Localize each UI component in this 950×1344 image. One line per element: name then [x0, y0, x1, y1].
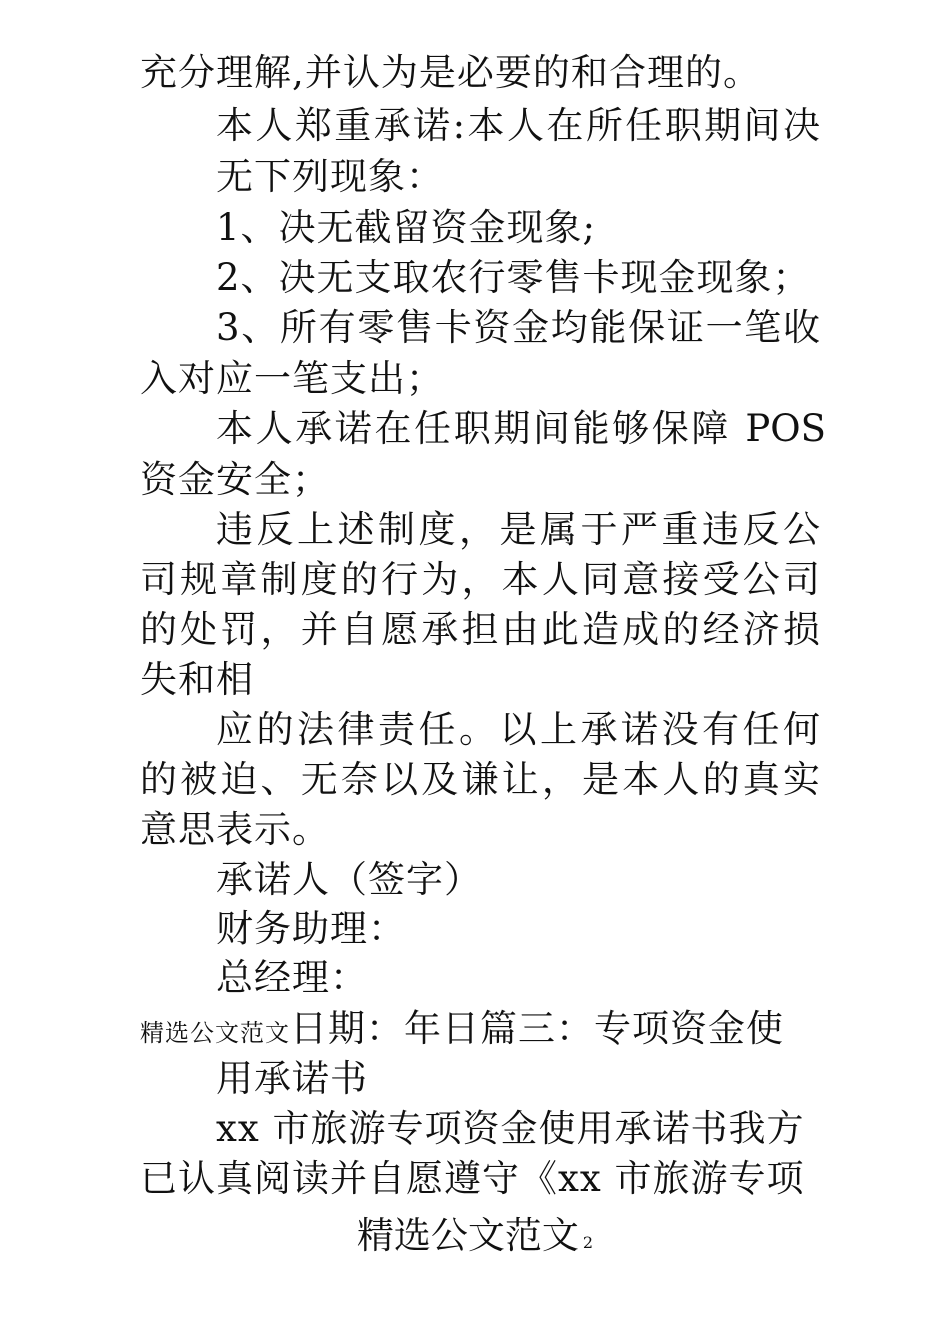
body-line: 用承诺书 [216, 1057, 368, 1100]
page-footer [0, 1212, 950, 1267]
body-line: 本人承诺在任职期间能够保障 POS [216, 407, 826, 450]
body-line: 的处罚，并自愿承担由此造成的经济损 [140, 608, 820, 651]
footer-text: 精选公文范文 [356, 1214, 579, 1257]
signature-line: 承诺人（签字） [216, 858, 482, 901]
list-item: 1、决无截留资金现象; [216, 206, 597, 249]
body-line: 资金安全； [140, 458, 330, 501]
date-line [140, 1004, 784, 1054]
signature-line: 财务助理： [216, 907, 406, 950]
body-line: 无下列现象： [216, 155, 444, 198]
signature-line: 总经理： [216, 956, 368, 999]
date-text: 日期：年日篇三：专项资金使 [290, 1007, 784, 1050]
list-item: 3、所有零售卡资金均能保证一笔收 [216, 306, 820, 349]
body-line: 失和相 [140, 658, 254, 701]
body-line: xx 市旅游专项资金使用承诺书我方 [216, 1107, 805, 1150]
body-line: 司规章制度的行为，本人同意接受公司 [140, 558, 820, 601]
body-line: 应的法律责任。以上承诺没有任何 [216, 708, 820, 751]
body-line: 已认真阅读并自愿遵守《xx 市旅游专项 [140, 1157, 805, 1200]
page-number: 2 [582, 1233, 594, 1252]
body-line: 本人郑重承诺:本人在所任职期间决 [216, 104, 820, 147]
body-line: 充分理解,并认为是必要的和合理的。 [140, 51, 760, 94]
inline-watermark: 精选公文范文 [140, 1019, 290, 1047]
body-line: 入对应一笔支出； [140, 357, 444, 400]
list-item: 2、决无支取农行零售卡现金现象； [216, 256, 811, 299]
body-line: 违反上述制度，是属于严重违反公 [216, 508, 820, 551]
body-line: 意思表示。 [140, 808, 330, 851]
body-line: 的被迫、无奈以及谦让，是本人的真实 [140, 758, 820, 801]
